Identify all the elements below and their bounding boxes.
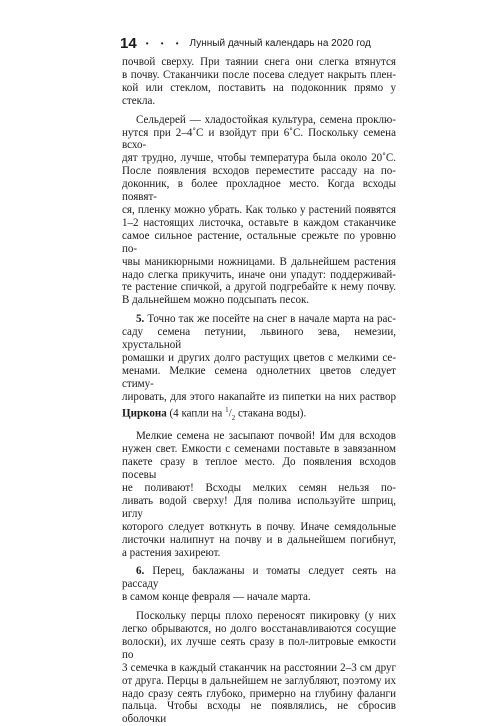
- text-span: стакана воды).: [237, 407, 307, 420]
- text-line: чвы маникюрными ножницами. В дальнейшем растения: [122, 255, 396, 268]
- text-line: в самом конце февраля — начале марта.: [122, 591, 311, 604]
- text-line: ся, пленку можно убрать. Как только у растений появятся: [122, 203, 396, 216]
- text-span: (4 капли на: [169, 407, 223, 420]
- text-line: кой или стеклом, поставить на подоконник прямо у стекла.: [122, 81, 396, 107]
- text-line: пальца. Чтобы всходы не появлялись, не сбросив оболочки: [122, 700, 396, 726]
- text-line: почвой сверху. При таянии снега они слегка втянутся: [122, 56, 396, 68]
- text-line: доконник, в более прохладное место. Когда всходы появят-: [122, 178, 396, 204]
- header-dots: • • •: [145, 39, 184, 48]
- text-line: 3 семечка в каждый стаканчик на расстоянии 2–3 см друг: [122, 661, 396, 674]
- text-line: 1–2 настоящих листочка, оставьте в каждом стаканчике: [122, 216, 396, 229]
- text-line: В дальнейшем можно подсыпать песок.: [122, 294, 310, 307]
- text-line: После появления всходов переместите рассаду на по-: [122, 165, 396, 178]
- text-line: [122, 313, 396, 326]
- book-title: Лунный дачный календарь на 2020 год: [189, 38, 371, 49]
- text-line: те растение спичкой, а другой подгребайте к нему почву.: [122, 281, 396, 294]
- page-number: 14: [120, 35, 137, 52]
- text-line: надо сразу сеять глубоко, примерно на глубину фаланги: [122, 687, 396, 700]
- text-span: Точно так же посейте на снег в начале марта на рас-: [147, 313, 396, 326]
- fraction-numerator: 1: [225, 405, 229, 414]
- text-line: саду семена петунии, львиного зева, немезии, хрустальной: [122, 326, 396, 352]
- text-line: ромашки и других долго растущих цветов с мелкими се-: [122, 351, 396, 364]
- text-line: не поливают! Всходы мелких семян нельзя по-: [122, 481, 396, 494]
- text-line: которого следует воткнуть в почву. Иначе семядольные: [122, 520, 396, 533]
- text-line: лировать, для этого накапайте из пипетки на них раствор: [122, 390, 396, 403]
- product-name: Циркона: [122, 407, 167, 420]
- step-number: 5.: [136, 313, 145, 326]
- text-line: листочки налипнут на почву и в дальнейшем погибнут,: [122, 533, 396, 546]
- text-line: Поскольку перцы плохо переносят пикировку (у них: [136, 610, 396, 623]
- text-line: в почву. Стаканчики после посева следует накрыть плен-: [122, 68, 396, 81]
- running-header: [120, 35, 420, 52]
- text-line: легко обрываются, но долго восстанавливаются сосущие: [122, 623, 396, 636]
- text-line: нутся при 2–4˚С и взойдут при 6˚С. Поскольку семена всхо-: [122, 126, 396, 152]
- text-span: Перец, баклажаны и томаты следует сеять на рассаду: [122, 565, 396, 591]
- text-line: а растения захиреют.: [122, 546, 221, 559]
- text-line: Сельдерей — хладостойкая культура, семена проклю-: [136, 113, 396, 126]
- text-line: [122, 565, 396, 591]
- text-line: нужен свет. Емкости с семенами поставьте в завязанном: [122, 443, 396, 456]
- text-line: дят трудно, лучше, чтобы температура была около 20˚С.: [122, 152, 396, 165]
- text-line: ливать водой сверху! Для полива используйте шприц, иглу: [122, 494, 396, 520]
- body-text: [122, 56, 396, 726]
- fraction-denominator: 2: [231, 413, 236, 422]
- text-line: самое сильное растение, остальные срежьте по уровню по-: [122, 229, 396, 255]
- text-line: Мелкие семена не засыпают почвой! Им для всходов: [136, 430, 396, 443]
- text-line: Циркона (4 капли на $^1/_2$ стакана воды).: [122, 405, 307, 422]
- text-line: надо слегка прикучить, иначе они упадут: поддерживай-: [122, 268, 396, 281]
- text-line: волоски), их лучше сеять сразу в пол-литровые емкости по: [122, 635, 396, 661]
- text-line: пакете сразу в теплое место. До появления всходов посевы: [122, 456, 396, 482]
- text-line: менами. Мелкие семена однолетних цветов следует стиму-: [122, 364, 396, 390]
- step-number: 6.: [136, 565, 145, 578]
- text-line: от друга. Перцы в дальнейшем не заглубляют, поэтому их: [122, 674, 396, 687]
